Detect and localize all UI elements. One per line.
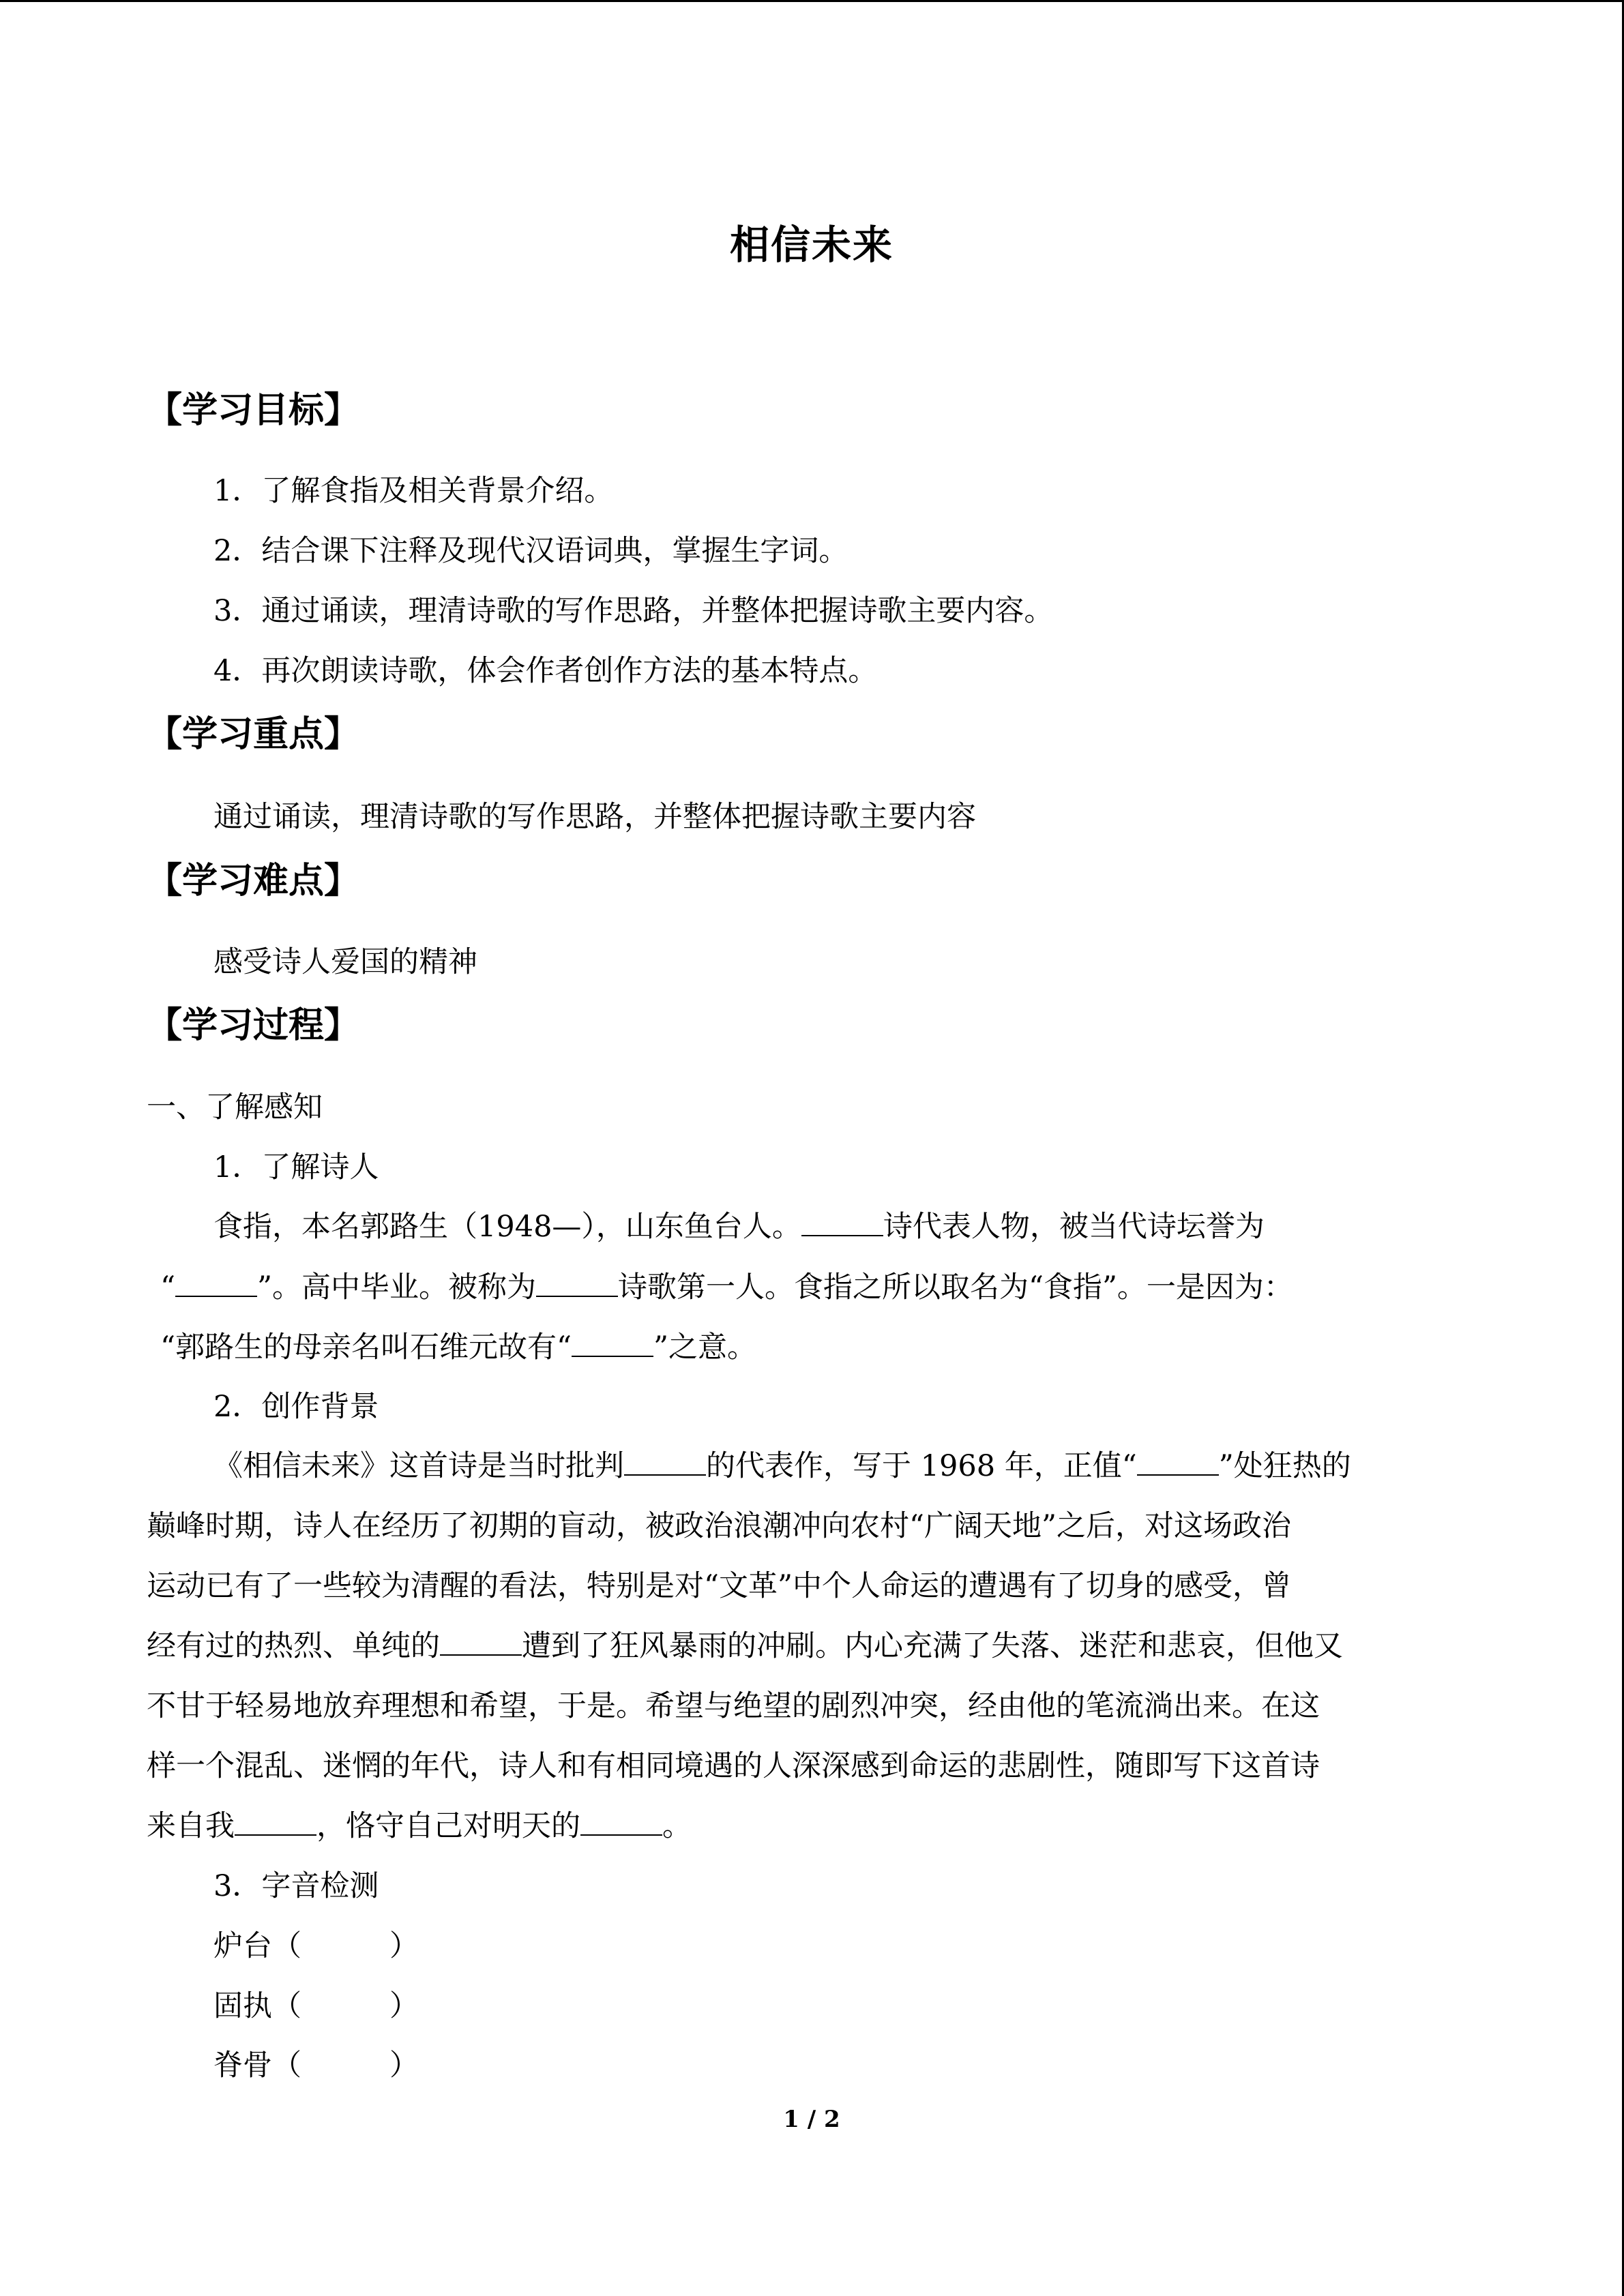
goal-item: 2．结合课下注释及现代汉语词典，掌握生字词。 — [213, 534, 848, 568]
item3-label: 3．字音检测 — [213, 1869, 379, 1903]
process-heading: 【学习过程】 — [147, 1005, 360, 1046]
key-points-heading: 【学习重点】 — [147, 714, 360, 755]
difficulties-heading: 【学习难点】 — [147, 861, 360, 901]
fill-blank[interactable] — [624, 1447, 706, 1476]
poet-line-2: “ ”。高中毕业。被称为 诗歌第一人。食指之所以取名为“食指”。一是因为： — [160, 1268, 1293, 1307]
fill-blank[interactable] — [440, 1627, 522, 1656]
background-line-5: 不甘于轻易地放弃理想和希望，于是。希望与绝望的剧烈冲突，经由他的笔流淌出来。在这 — [147, 1689, 1320, 1723]
pinyin-item: 炉台（ ） — [213, 1929, 419, 1963]
key-points-text: 通过诵读，理清诗歌的写作思路，并整体把握诗歌主要内容 — [213, 800, 976, 834]
fill-blank[interactable] — [1137, 1447, 1219, 1476]
goal-item: 3．通过诵读，理清诗歌的写作思路，并整体把握诗歌主要内容。 — [213, 594, 1054, 628]
difficulties-text: 感受诗人爱国的精神 — [213, 945, 477, 979]
background-line-1: 《相信未来》这首诗是当时批判 的代表作，写于 1968 年，正值“ ”处狂热的 — [213, 1447, 1351, 1485]
pinyin-item: 固执（ ） — [213, 1989, 419, 2023]
page-title: 相信未来 — [729, 222, 894, 268]
fill-blank[interactable] — [801, 1208, 883, 1236]
fill-blank[interactable] — [536, 1268, 618, 1297]
goals-heading: 【学习目标】 — [147, 390, 360, 431]
goal-item: 4．再次朗读诗歌，体会作者创作方法的基本特点。 — [213, 654, 878, 688]
background-line-6: 样一个混乱、迷惘的年代，诗人和有相同境遇的人深深感到命运的悲剧性，随即写下这首诗 — [147, 1749, 1320, 1783]
item2-label: 2．创作背景 — [213, 1390, 379, 1424]
poet-line-1: 食指，本名郭路生（1948—），山东鱼台人。 诗代表人物，被当代诗坛誉为 — [213, 1208, 1265, 1246]
part1-label: 一、了解感知 — [147, 1090, 323, 1124]
background-line-2: 巅峰时期，诗人在经历了初期的盲动，被政治浪潮冲向农村“广阔天地”之后，对这场政治 — [147, 1509, 1291, 1543]
pinyin-item: 脊骨（ ） — [213, 2048, 419, 2083]
fill-blank[interactable] — [175, 1268, 257, 1297]
fill-blank[interactable] — [572, 1328, 653, 1357]
goal-item: 1．了解食指及相关背景介绍。 — [213, 474, 614, 508]
background-line-3: 运动已有了一些较为清醒的看法，特别是对“文革”中个人命运的遭遇有了切身的感受，曾 — [147, 1569, 1291, 1603]
page-top-border — [0, 0, 1624, 2]
poet-line-3: “郭路生的母亲名叫石维元故有“ ”之意。 — [160, 1328, 756, 1367]
fill-blank[interactable] — [235, 1807, 316, 1836]
item1-label: 1．了解诗人 — [213, 1150, 379, 1184]
page-number: 1 / 2 — [783, 2106, 840, 2133]
fill-blank[interactable] — [580, 1807, 662, 1836]
background-line-4: 经有过的热烈、单纯的 遭到了狂风暴雨的冲刷。内心充满了失落、迷茫和悲哀，但他又 — [147, 1627, 1343, 1665]
background-line-7: 来自我 ，恪守自己对明天的 。 — [147, 1807, 692, 1845]
